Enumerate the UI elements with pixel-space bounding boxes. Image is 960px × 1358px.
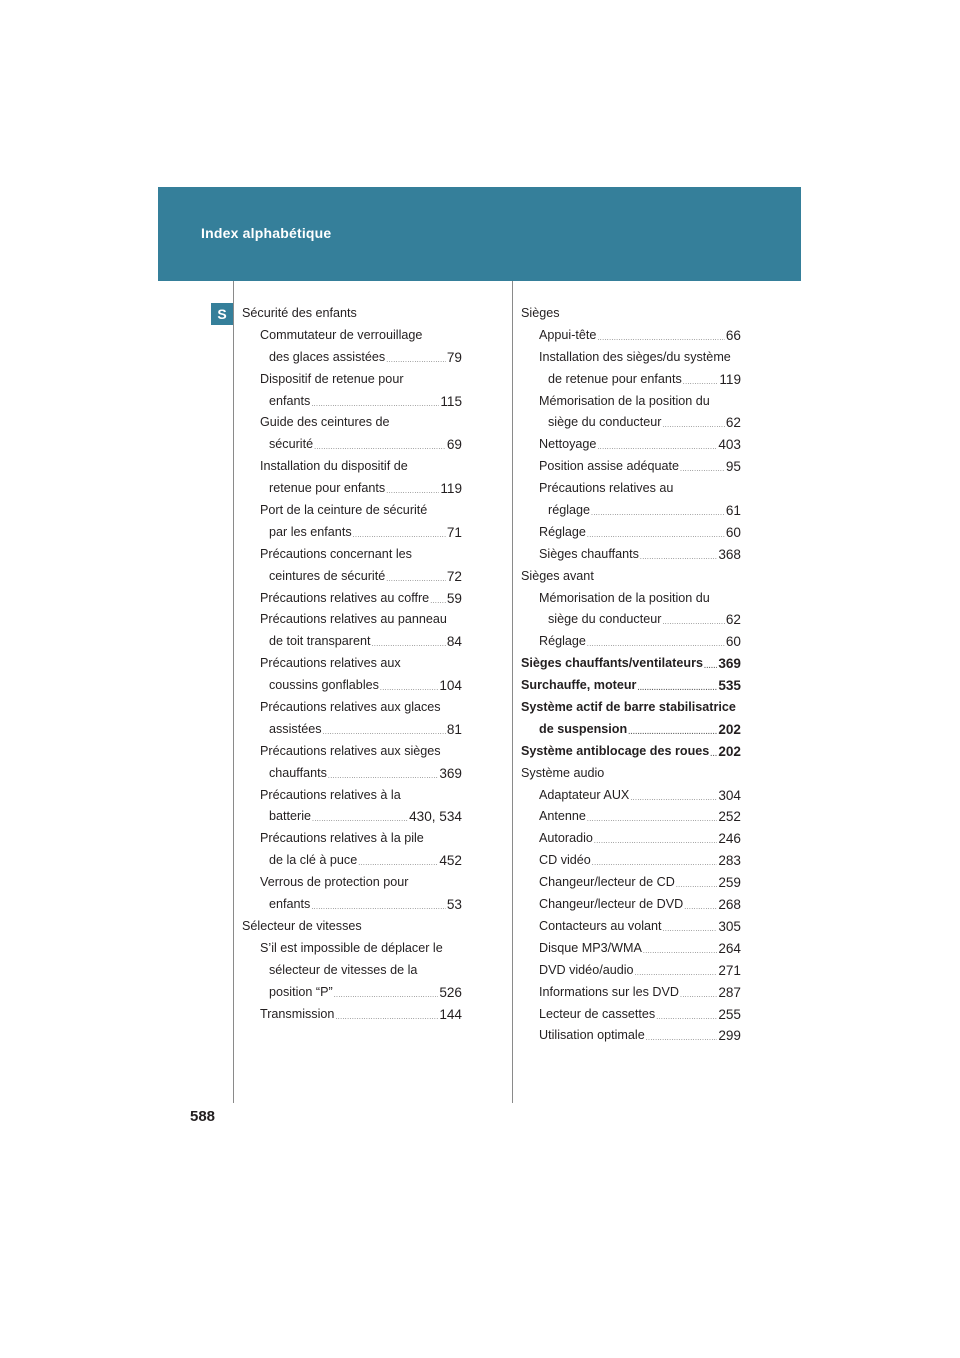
index-entry-text: CD vidéo [539,853,591,868]
index-entry-text: enfants [269,393,311,408]
index-entry [521,697,741,719]
index-entry-text: Système audio [521,765,605,780]
index-entry-page[interactable]: 62 [725,415,741,431]
index-entry [242,478,462,500]
dot-leader [662,415,724,437]
dot-leader [635,963,718,985]
index-entry [242,500,462,522]
index-entry [521,763,741,785]
left-margin-divider [233,281,234,1103]
index-entry [242,763,462,785]
index-entry-page[interactable]: 299 [718,1028,741,1044]
index-entry-page[interactable]: 271 [718,962,741,978]
index-entry-text: Sièges chauffants [539,546,639,561]
index-entry [521,522,741,544]
index-entry [242,456,462,478]
index-entry-text: Nettoyage [539,437,597,452]
index-entry-page[interactable]: 71 [446,524,462,540]
dot-leader [323,722,446,744]
index-entry-text: Adaptateur AUX [539,787,630,802]
index-entry-text: Contacteurs au volant [539,918,662,933]
dot-leader [335,1007,438,1029]
dot-leader [587,525,725,547]
index-entry-text: assistées [269,721,322,736]
index-entry-page[interactable]: 84 [446,634,462,650]
index-entry-page[interactable]: 305 [718,918,741,934]
index-entry [242,522,462,544]
index-entry-page[interactable]: 202 [718,743,741,759]
index-entry-text: Installation des sièges/du système [539,349,731,364]
index-entry-text: Système antiblocage des roues [521,743,710,758]
index-entry [242,653,462,675]
dot-leader [386,569,446,591]
index-entry [521,303,741,325]
index-entry-text: chauffants [269,765,327,780]
index-entry [521,828,741,850]
index-entry-text: de suspension [539,721,628,736]
index-entry-page[interactable]: 69 [446,437,462,453]
index-entry [521,741,741,763]
index-entry [521,850,741,872]
index-entry-page[interactable]: 526 [439,984,462,1000]
index-entry [521,916,741,938]
index-entry-text: Verrous de protection pour [260,875,409,890]
index-entry [242,566,462,588]
index-entry [242,631,462,653]
index-entry-text: siège du conducteur [548,612,662,627]
index-entry-page[interactable]: 369 [718,656,741,672]
index-entry [242,1004,462,1026]
index-entry [242,412,462,434]
index-entry-text: position “P” [269,984,333,999]
index-entry-text: Disque MP3/WMA [539,940,642,955]
index-entry-page[interactable]: 53 [446,897,462,913]
index-entry [242,806,462,828]
index-entry [521,785,741,807]
index-entry [521,631,741,653]
index-entry-text: Précautions relatives à la pile [260,831,424,846]
index-entry [521,456,741,478]
dot-leader [430,591,446,613]
index-entry [242,938,462,960]
dot-leader [663,919,718,941]
dot-leader [334,985,439,1007]
index-entry-page[interactable]: 304 [718,787,741,803]
index-column-right [521,303,741,1047]
index-entry-text: Précautions concernant les [260,546,412,561]
index-entry [242,894,462,916]
index-entry-text: Précautions relatives au panneau [260,612,447,627]
index-entry [521,653,741,675]
index-entry-page[interactable]: 264 [718,940,741,956]
index-entry [521,1004,741,1026]
index-entry [521,478,741,500]
index-entry-text: DVD vidéo/audio [539,962,634,977]
index-entry-text: Commutateur de verrouillage [260,327,423,342]
index-entry [521,391,741,413]
index-entry-text: Sièges [521,306,560,320]
index-entry [521,806,741,828]
index-entry-text: Système actif de barre stabilisatrice [521,700,736,715]
dot-leader [311,394,439,416]
index-entry [521,434,741,456]
index-entry-text: de la clé à puce [269,853,358,868]
dot-leader [353,525,446,547]
column-divider [512,281,513,1103]
dot-leader [328,766,438,788]
index-entry-text: Précautions relatives au [539,481,674,496]
dot-leader [591,503,725,525]
index-entry-text: Mémorisation de la position du [539,590,710,605]
index-entry [521,675,741,697]
index-entry-page[interactable]: 60 [725,524,741,540]
index-entry [521,588,741,610]
index-entry-page[interactable]: 61 [725,503,741,519]
index-entry [521,347,741,369]
index-entry-text: de retenue pour enfants [548,371,682,386]
index-entry-page[interactable]: 368 [718,546,741,562]
index-entry [521,938,741,960]
index-entry-text: Antenne [539,809,586,824]
dot-leader [704,656,717,678]
index-entry-page[interactable]: 115 [440,393,462,409]
index-entry-text: Changeur/lecteur de CD [539,875,675,890]
index-entry [242,675,462,697]
index-entry [242,369,462,391]
dot-leader [684,897,717,919]
index-entry-text: Utilisation optimale [539,1028,645,1043]
index-entry-text: Sièges chauffants/ventilateurs [521,656,703,671]
index-entry-text: siège du conducteur [548,415,662,430]
index-entry [521,960,741,982]
index-entry [521,544,741,566]
index-entry-page[interactable]: 119 [719,371,741,387]
index-entry [242,872,462,894]
index-entry [521,1025,741,1047]
index-entry-text: Précautions relatives aux glaces [260,700,441,715]
dot-leader [646,1028,718,1050]
dot-leader [640,547,717,569]
index-entry-page[interactable]: 104 [439,678,462,694]
index-entry [521,719,741,741]
index-entry-text: Position assise adéquate [539,459,680,474]
header-band [158,187,801,281]
dot-leader [314,437,446,459]
index-entry [242,609,462,631]
page-title: Index alphabétique [201,225,332,241]
index-entry-text: sécurité [269,437,314,452]
index-entry-text: Autoradio [539,831,593,846]
index-entry-text: des glaces assistées [269,349,386,364]
index-entry [242,916,462,938]
dot-leader [710,744,717,766]
index-entry-text: Transmission [260,1006,335,1021]
index-entry [242,347,462,369]
index-entry-text: Installation du dispositif de [260,459,408,474]
dot-leader [311,897,446,919]
dot-leader [592,853,718,875]
index-entry-text: Réglage [539,524,586,539]
index-entry [242,719,462,741]
index-entry-text: Réglage [539,634,586,649]
index-entry-text: par les enfants [269,524,352,539]
index-entry [521,609,741,631]
index-entry-text: Appui-tête [539,327,597,342]
index-entry [242,544,462,566]
index-entry-text: Précautions relatives au coffre [260,590,430,605]
index-entry-text: Précautions relatives à la [260,787,401,802]
index-entry-page[interactable]: 66 [725,327,741,343]
index-entry [521,325,741,347]
index-entry [242,982,462,1004]
dot-leader [587,634,725,656]
index-entry-page[interactable]: 72 [446,568,462,584]
index-entry-text: Informations sur les DVD [539,984,679,999]
dot-leader [656,1007,717,1029]
dot-leader [386,350,446,372]
index-entry-page[interactable]: 62 [725,612,741,628]
index-entry-text: sélecteur de vitesses de la [269,962,418,977]
index-entry-page[interactable]: 202 [718,721,741,737]
index-entry-page[interactable]: 287 [718,984,741,1000]
dot-leader [680,985,717,1007]
index-entry [521,412,741,434]
dot-leader [683,372,719,394]
index-entry [242,850,462,872]
index-entry [242,391,462,413]
index-letter-tab: S [211,303,233,325]
dot-leader [597,328,724,350]
index-entry-text: enfants [269,897,311,912]
dot-leader [643,941,717,963]
index-entry-page[interactable]: 144 [439,1006,462,1022]
index-entry-text: ceintures de sécurité [269,568,386,583]
dot-leader [680,459,725,481]
dot-leader [662,612,724,634]
index-entry-page[interactable]: 252 [718,809,741,825]
index-entry-page[interactable]: 268 [718,897,741,913]
index-column-left [242,303,462,1025]
index-entry-text: Sécurité des enfants [242,306,357,320]
index-entry [521,894,741,916]
index-entry-text: Port de la ceinture de sécurité [260,503,428,518]
index-entry [242,697,462,719]
index-entry-text: S’il est impossible de déplacer le [260,940,443,955]
index-entry-text: Sélecteur de vitesses [242,918,362,933]
dot-leader [676,875,718,897]
index-entry-text: coussins gonflables [269,678,379,693]
dot-leader [380,678,438,700]
index-entry-page[interactable]: 95 [725,459,741,475]
index-entry [242,785,462,807]
index-entry-text: Guide des ceintures de [260,415,390,430]
dot-leader [597,437,717,459]
index-entry-page[interactable]: 283 [718,853,741,869]
index-entry [521,500,741,522]
index-entry-text: retenue pour enfants [269,481,386,496]
index-entry-page[interactable]: 403 [718,437,741,453]
index-entry-page[interactable]: 60 [725,634,741,650]
index-entry-page[interactable]: 255 [718,1006,741,1022]
index-entry [521,872,741,894]
index-entry-text: Précautions relatives aux sièges [260,743,441,758]
index-entry-text: de toit transparent [269,634,371,649]
index-entry [242,434,462,456]
index-entry-page[interactable]: 430, 534 [409,809,462,825]
dot-leader [630,788,717,810]
index-entry-page[interactable]: 246 [718,831,741,847]
index-entry-page[interactable]: 259 [718,875,741,891]
dot-leader [594,831,717,853]
index-entry-page[interactable]: 535 [718,678,741,694]
dot-leader [372,634,446,656]
index-entry [242,325,462,347]
index-entry-page[interactable]: 119 [440,481,462,497]
index-entry [242,741,462,763]
index-entry-text: réglage [548,503,591,518]
index-entry-text: Sièges avant [521,568,594,583]
index-entry-page[interactable]: 369 [439,765,462,781]
index-entry-text: Changeur/lecteur de DVD [539,897,684,912]
index-entry [521,566,741,588]
dot-leader [628,722,717,744]
index-entry-text: Mémorisation de la position du [539,393,710,408]
index-entry-text: Lecteur de cassettes [539,1006,656,1021]
index-entry [521,982,741,1004]
index-entry [242,828,462,850]
index-entry [521,369,741,391]
dot-leader [312,809,408,831]
index-entry-text: batterie [269,809,312,824]
index-entry-page[interactable]: 81 [446,721,462,737]
dot-leader [637,678,717,700]
page-number: 588 [190,1108,216,1125]
index-entry-page[interactable]: 59 [446,590,462,606]
dot-leader [587,809,717,831]
index-entry [242,588,462,610]
dot-leader [358,853,438,875]
index-entry [242,303,462,325]
index-entry [242,960,462,982]
index-entry-page[interactable]: 79 [446,349,462,365]
index-entry-text: Dispositif de retenue pour [260,371,404,386]
index-entry-text: Précautions relatives aux [260,656,401,671]
index-entry-page[interactable]: 452 [439,853,462,869]
index-entry-text: Surchauffe, moteur [521,678,637,693]
dot-leader [386,481,439,503]
